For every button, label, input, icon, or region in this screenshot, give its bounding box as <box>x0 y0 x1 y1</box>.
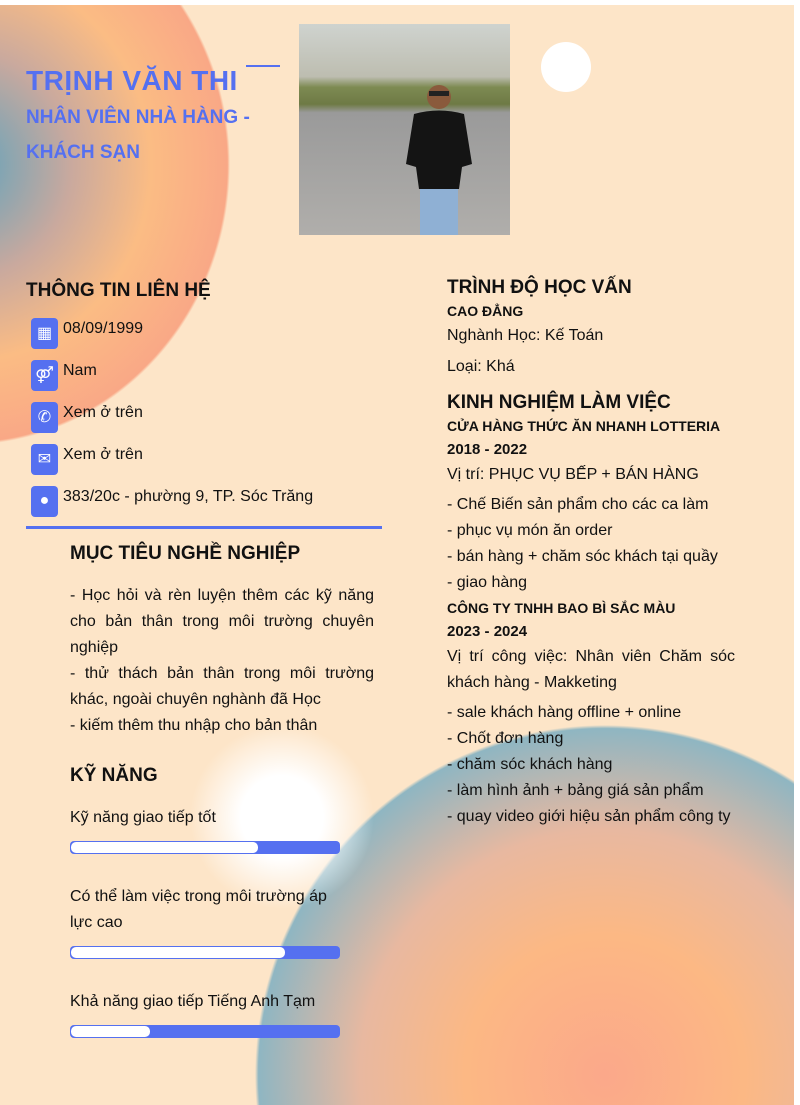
skill-label: Kỹ năng giao tiếp tốt <box>70 809 216 826</box>
section-title: KINH NGHIỆM LÀM VIỆC <box>447 392 671 413</box>
job-task: - làm hình ảnh + bảng giá sản phẩm <box>447 782 704 799</box>
job-task: - Chế Biến sản phẩm cho các ca làm <box>447 496 709 513</box>
cv-page <box>0 5 794 1105</box>
job-list <box>447 414 735 830</box>
job-entry <box>447 414 735 596</box>
right-column <box>447 277 735 830</box>
skill-bar-fill <box>70 841 259 854</box>
skill-item <box>70 805 340 854</box>
skill-label: Khả năng giao tiếp Tiếng Anh Tạm <box>70 993 316 1010</box>
contact-section <box>26 280 382 529</box>
education-major: Nghành Học: Kế Toán <box>447 327 604 344</box>
goal-line: - kiếm thêm thu nhập cho bản thân <box>70 717 318 734</box>
candidate-name: TRỊNH VĂN THI <box>26 65 238 96</box>
skill-bar <box>70 946 340 959</box>
job-task: - Chốt đơn hàng <box>447 730 564 747</box>
email-icon: ✉ <box>31 444 58 475</box>
job-task: - bán hàng + chăm sóc khách tại quầy <box>447 548 718 565</box>
contact-item <box>31 396 382 438</box>
job-position: Vị trí công việc: Nhân viên Chăm sóc khách hàng - Makketing <box>447 648 735 691</box>
contact-text: Nam <box>63 362 97 379</box>
skill-bar <box>70 841 340 854</box>
job-task: - phục vụ món ăn order <box>447 522 613 539</box>
job-entry <box>447 596 735 830</box>
skill-bar <box>70 1025 340 1038</box>
goal-line: - thử thách bản thân trong môi trường khác, ngoài chuyên nghành đã Học <box>70 665 374 708</box>
skill-bar-fill <box>70 1025 151 1038</box>
gender-icon: ⚤ <box>31 360 58 391</box>
calendar-icon: ▦ <box>31 318 58 349</box>
goal-section <box>70 543 374 739</box>
job-position: Vị trí: PHỤC VỤ BẾP + BÁN HÀNG <box>447 466 699 483</box>
section-title: KỸ NĂNG <box>70 765 158 786</box>
job-task: - giao hàng <box>447 574 528 591</box>
contact-item <box>31 438 382 480</box>
skills-section <box>70 765 340 1038</box>
location-icon: ● <box>31 486 58 517</box>
job-company: CỬA HÀNG THỨC ĂN NHANH LOTTERIA <box>447 418 721 434</box>
education-level: CAO ĐẲNG <box>447 303 524 319</box>
goal-line: - Học hỏi và rèn luyện thêm các kỹ năng cho bản thân trong môi trường chuyên nghiệp <box>70 587 374 656</box>
skill-item <box>70 989 340 1038</box>
contact-item <box>31 312 382 354</box>
job-period: 2023 - 2024 <box>447 623 528 640</box>
section-title: TRÌNH ĐỘ HỌC VẤN <box>447 277 632 298</box>
divider <box>26 526 382 529</box>
phone-icon: ✆ <box>31 402 58 433</box>
decor-dot <box>541 42 591 92</box>
education-grade: Loại: Khá <box>447 358 515 375</box>
skill-label: Có thể làm việc trong môi trường áp lực cao <box>70 888 327 931</box>
contact-text: Xem ở trên <box>63 404 143 421</box>
skill-item <box>70 884 340 959</box>
job-task: - quay video giới hiệu sản phẩm công ty <box>447 808 731 825</box>
job-task: - chăm sóc khách hàng <box>447 756 613 773</box>
contact-item <box>31 354 382 396</box>
job-company: CÔNG TY TNHH BAO BÌ SẮC MÀU <box>447 600 676 616</box>
profile-photo <box>299 24 510 235</box>
job-period: 2018 - 2022 <box>447 441 528 458</box>
contact-text: Xem ở trên <box>63 446 143 463</box>
contact-text: 383/20c - phường 9, TP. Sóc Trăng <box>63 488 314 505</box>
skill-bar-fill <box>70 946 286 959</box>
section-title: THÔNG TIN LIÊN HỆ <box>26 280 211 301</box>
decor-dash <box>246 65 280 67</box>
section-title: MỤC TIÊU NGHỀ NGHIỆP <box>70 543 301 564</box>
contact-item <box>31 480 382 522</box>
contact-text: 08/09/1999 <box>63 320 144 337</box>
job-task: - sale khách hàng offline + online <box>447 704 682 721</box>
job-title: NHÂN VIÊN NHÀ HÀNG - KHÁCH SẠN <box>26 107 250 163</box>
